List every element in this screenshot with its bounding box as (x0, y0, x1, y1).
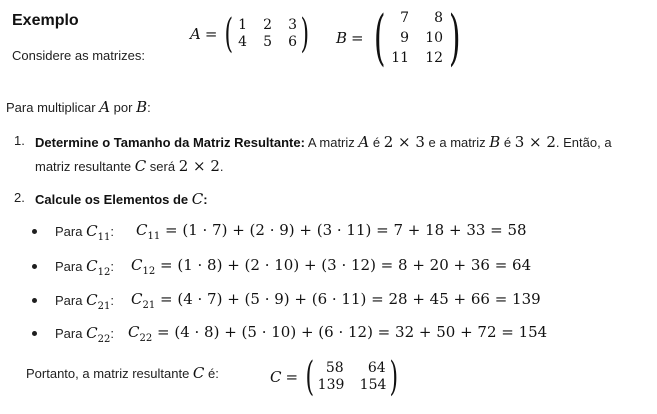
list-item-formula (128, 323, 548, 344)
matrix-c-ref: C (191, 190, 204, 208)
element-sub: 11 (147, 231, 161, 242)
conclusion-text (26, 364, 219, 382)
element-para: Para (55, 326, 83, 341)
matrix-c-name: C (270, 368, 282, 386)
right-paren-icon: ) (448, 3, 461, 73)
matrix-cell: 64 (367, 360, 386, 376)
step1-text: matriz resultante (35, 159, 135, 174)
element-name: C (128, 323, 140, 341)
list-item (55, 291, 114, 312)
multiply-pre: Para multiplicar (6, 100, 100, 115)
matrix-a-name: A (190, 25, 201, 43)
dim-a: 2 × 3 (383, 133, 425, 151)
matrix-cell: 5 (263, 34, 273, 50)
conclusion-post: é: (204, 366, 219, 381)
element-sub: 22 (97, 334, 111, 345)
element-sub: 21 (142, 300, 156, 311)
element-name: C (86, 291, 98, 309)
element-colon: : (110, 224, 114, 239)
element-colon: : (110, 326, 114, 341)
element-para: Para (55, 224, 83, 239)
matrix-c-ref: C (192, 364, 205, 382)
step1-text: é (369, 135, 384, 150)
matrix-b-cells (391, 8, 443, 68)
step1-text: . (219, 159, 224, 174)
matrix-cell: 7 (400, 10, 410, 26)
list-item-formula (136, 221, 527, 242)
matrix-cell: 10 (425, 30, 444, 46)
matrix-a (190, 11, 313, 57)
element-sub: 21 (97, 301, 111, 312)
element-name: C (136, 221, 148, 239)
list-item-formula (131, 256, 532, 277)
element-formula: = (1 · 8) + (2 · 10) + (3 · 12) = 8 + 20 + 36 = 64 (160, 256, 532, 274)
matrix-b-ref: B (489, 133, 501, 151)
matrix-cell: 11 (391, 50, 410, 66)
conclusion-pre: Portanto, a matriz resultante (26, 366, 193, 381)
matrix-cell: 4 (238, 34, 248, 50)
element-para: Para (55, 259, 83, 274)
right-paren-icon: ) (300, 11, 310, 57)
step1-line1 (35, 133, 612, 151)
step2-colon: : (203, 192, 208, 207)
step1-text: será (146, 159, 179, 174)
example-title: Exemplo (12, 12, 79, 29)
matrix-c-ref: C (134, 157, 147, 175)
left-paren-icon: ( (305, 354, 315, 400)
element-formula: = (4 · 8) + (5 · 10) + (6 · 12) = 32 + 50 + 72 = 154 (157, 323, 548, 341)
step2-heading: Calcule os Elementos de (35, 192, 192, 207)
step1-text: e a matriz (424, 135, 490, 150)
matrix-cell: 1 (238, 17, 248, 33)
step2-line (35, 190, 208, 208)
right-paren-icon: ) (389, 354, 398, 400)
matrix-cell: 6 (288, 34, 298, 50)
matrix-b-name: B (336, 29, 348, 47)
multiply-post: : (147, 100, 151, 115)
list-item-formula (131, 290, 541, 311)
matrix-c-equals: = (285, 368, 299, 386)
left-paren-icon: ( (224, 11, 234, 57)
element-name: C (86, 324, 98, 342)
step1-text: A matriz (304, 135, 359, 150)
step1-heading: Determine o Tamanho da Matriz Resultante: (35, 135, 305, 150)
matrix-cell: 58 (325, 360, 344, 376)
element-sub: 22 (139, 333, 153, 344)
matrix-a-cells (237, 17, 297, 51)
element-formula: = (1 · 7) + (2 · 9) + (3 · 11) = 7 + 18 + 33 = 58 (165, 221, 527, 239)
matrix-c (270, 354, 401, 400)
intro-text: Considere as matrizes: (12, 48, 145, 63)
matrix-c-cells (318, 360, 386, 394)
element-name: C (86, 257, 98, 275)
step1-text: . Então, a (555, 135, 612, 150)
multiply-mid: por (110, 100, 137, 115)
list-item (55, 222, 114, 243)
matrix-cell: 154 (359, 377, 387, 393)
left-paren-icon: ( (373, 3, 386, 73)
step1-text: é (500, 135, 515, 150)
bullet-icon (32, 298, 37, 303)
step1-line2 (35, 157, 224, 175)
matrix-b-equals: = (351, 29, 364, 47)
step2-number: 2. (14, 190, 25, 205)
matrix-b (336, 3, 466, 73)
element-para: Para (55, 293, 83, 308)
list-item (55, 257, 114, 278)
element-name: C (86, 222, 98, 240)
list-item (55, 324, 114, 345)
dim-c: 2 × 2 (178, 157, 220, 175)
element-colon: : (110, 259, 114, 274)
matrix-b-ref: B (136, 98, 148, 116)
matrix-cell: 3 (288, 17, 298, 33)
element-sub: 12 (142, 266, 156, 277)
multiply-line (6, 98, 151, 116)
matrix-a-equals: = (204, 25, 218, 43)
element-colon: : (110, 293, 114, 308)
step1-number: 1. (14, 133, 25, 148)
element-sub: 12 (97, 267, 111, 278)
matrix-a-ref: A (358, 133, 370, 151)
element-name: C (131, 256, 143, 274)
matrix-cell: 12 (425, 50, 444, 66)
dim-b: 3 × 2 (514, 133, 556, 151)
bullet-icon (32, 229, 37, 234)
element-name: C (131, 290, 143, 308)
matrix-cell: 2 (263, 17, 273, 33)
matrix-a-ref: A (99, 98, 111, 116)
bullet-icon (32, 331, 37, 336)
matrix-cell: 8 (434, 10, 444, 26)
matrix-cell: 9 (400, 30, 410, 46)
element-sub: 11 (97, 232, 111, 243)
bullet-icon (32, 264, 37, 269)
element-formula: = (4 · 7) + (5 · 9) + (6 · 11) = 28 + 45 + 66 = 139 (160, 290, 541, 308)
matrix-cell: 139 (317, 377, 345, 393)
